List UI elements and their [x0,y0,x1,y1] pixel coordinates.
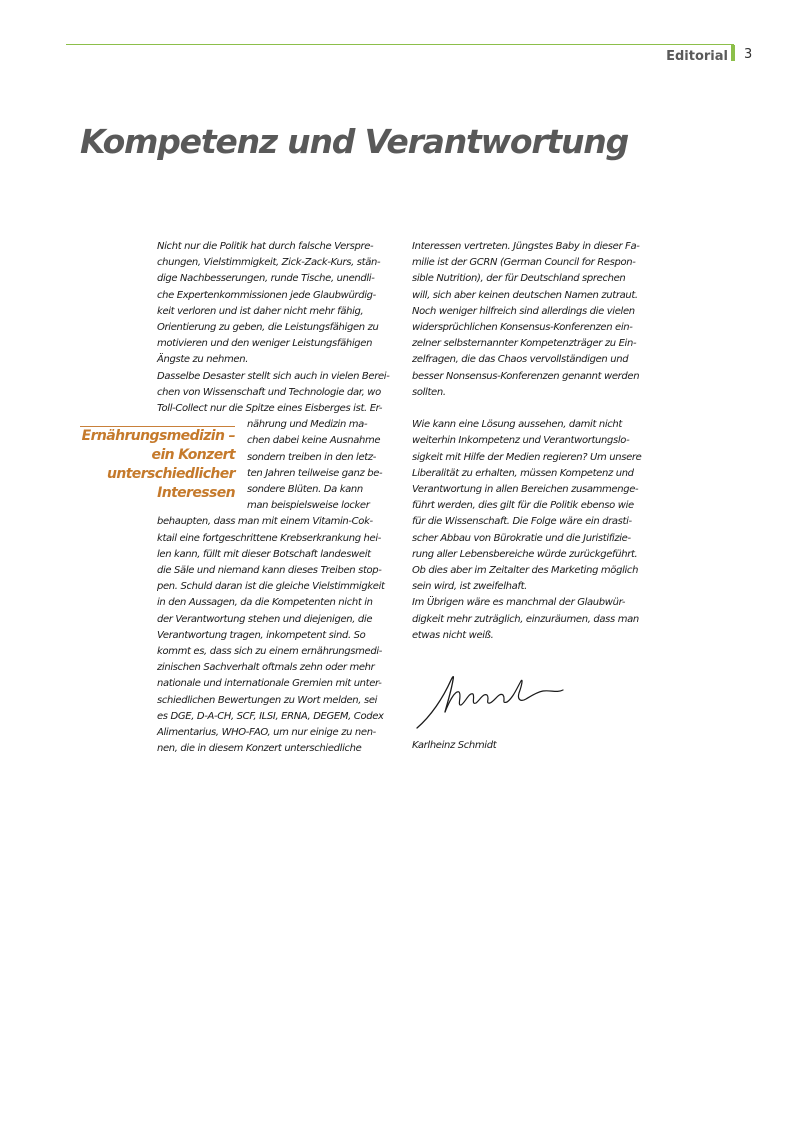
text-line: dige Nachbesserungen, runde Tische, unendli- [157,273,375,285]
text-column-left [157,239,389,758]
text-line: ktail eine fortgeschrittene Krebserkrankung hei- [157,532,382,544]
text-line: nen, die in diesem Konzert unterschiedliche [157,743,362,755]
text-column-right [412,239,644,644]
text-line: Wie kann eine Lösung aussehen, damit nicht [412,419,622,431]
text-line: Ängste zu nehmen. [157,354,249,366]
text-line: Dasselbe Desaster stellt sich auch in vielen Berei- [157,370,390,382]
text-line: Verantwortung tragen, inkompetent sind. So [157,629,366,641]
text-line: die Säle und niemand kann dieses Treiben stop- [157,565,382,577]
text-line: schiedlichen Bewertungen zu Wort melden, sei [157,694,378,706]
text-line: Noch weniger hilfreich sind allerdings die vielen [412,305,635,317]
header-rule [66,44,734,45]
text-line: zinischen Sachverhalt oftmals zehn oder mehr [157,662,375,674]
text-line: der Verantwortung stehen und diejenigen, die [157,613,373,625]
pull-quote-line: ein Konzert [151,447,235,463]
pull-quote-line: Interessen [157,485,235,501]
text-line: len kann, füllt mit dieser Botschaft landesweit [157,548,371,560]
text-line: will, sich aber keinen deutschen Namen zutraut. [412,289,638,301]
text-line: sible Nutrition), der für Deutschland sprechen [412,273,626,285]
text-line: etwas nicht weiß. [412,629,494,641]
text-line: rung aller Lebensbereiche würde zurückgeführt. [412,548,638,560]
text-line: besser Nonsensus-Konferenzen genannt werden [412,370,640,382]
text-line: chen dabei keine Ausnahme [247,435,381,447]
author-name: Karlheinz Schmidt [412,740,497,751]
text-line: Alimentarius, WHO-FAO, um nur einige zu nen- [157,727,376,739]
text-line: chen von Wissenschaft und Technologie dar, wo [157,386,381,398]
handwritten-signature [413,668,573,734]
text-line: digkeit mehr zuträglich, einzuräumen, dass man [412,613,639,625]
text-line: für die Wissenschaft. Die Folge wäre ein drasti- [412,516,632,528]
text-line: behaupten, dass man mit einem Vitamin-Cok- [157,516,373,528]
text-line: scher Abbau von Bürokratie und die Juristifizie- [412,532,631,544]
text-line: Liberalität zu erhalten, müssen Kompetenz und [412,467,634,479]
text-line: Ob dies aber im Zeitalter des Marketing möglich [412,565,639,577]
text-line: zelfragen, die das Chaos vervollständigen und [412,354,629,366]
text-line: milie ist der GCRN (German Council for Respon- [412,257,636,269]
text-line: motivieren und den weniger Leistungsfähigen [157,338,373,350]
text-line: man beispielsweise locker [247,500,370,512]
text-line: Nicht nur die Politik hat durch falsche Verspre- [157,241,374,252]
text-line: Toll-Collect nur die Spitze eines Eisberges ist. Er- [157,403,383,415]
text-line: zelner selbsternannter Kompetenzträger zu Ein- [412,338,637,350]
text-line: sigkeit mit Hilfe der Medien regieren? Um unsere [412,451,642,463]
page-number: 3 [744,47,753,62]
text-line: sondere Blüten. Da kann [247,484,363,496]
section-accent-bar [731,45,735,61]
text-line: chungen, Vielstimmigkeit, Zick-Zack-Kurs, stän- [157,257,381,269]
text-line: widersprüchlichen Konsensus-Konferenzen ein- [412,322,633,334]
text-line: che Expertenkommissionen jede Glaubwürdig- [157,289,376,301]
text-line: es DGE, D-A-CH, SCF, ILSI, ERNA, DEGEM, Codex [157,710,384,722]
text-line: sein wird, ist zweifelhaft. [412,581,527,593]
pull-quote-line: Ernährungsmedizin – [81,428,235,444]
text-line: nationale und internationale Gremien mit unter- [157,678,382,690]
text-line: keit verloren und ist daher nicht mehr fähig, [157,305,364,317]
text-line: pen. Schuld daran ist die gleiche Vielstimmigkeit [157,581,385,593]
text-line: Orientierung zu geben, die Leistungsfähigen zu [157,322,379,334]
text-line: sollten. [412,386,446,398]
section-label: Editorial [666,49,728,64]
text-line: weiterhin Inkompetenz und Verantwortungslo- [412,435,630,447]
paragraph-gap [412,401,644,417]
text-line: kommt es, dass sich zu einem ernährungsmedi- [157,646,383,658]
text-line: führt werden, dies gilt für die Politik ebenso wie [412,500,634,512]
text-line: Interessen vertreten. Jüngstes Baby in dieser Fa- [412,241,640,252]
text-line: Verantwortung in allen Bereichen zusammenge- [412,484,639,496]
pull-quote-line: unterschiedlicher [106,466,235,482]
text-line: sondern treiben in den letz- [247,451,376,463]
text-line: in den Aussagen, da die Kompetenten nicht in [157,597,373,609]
article-title: Kompetenz und Verantwortung [80,122,629,161]
text-line: ten Jahren teilweise ganz be- [247,467,383,479]
text-line: Im Übrigen wäre es manchmal der Glaubwür- [412,597,626,609]
text-line: nährung und Medizin ma- [247,419,368,431]
